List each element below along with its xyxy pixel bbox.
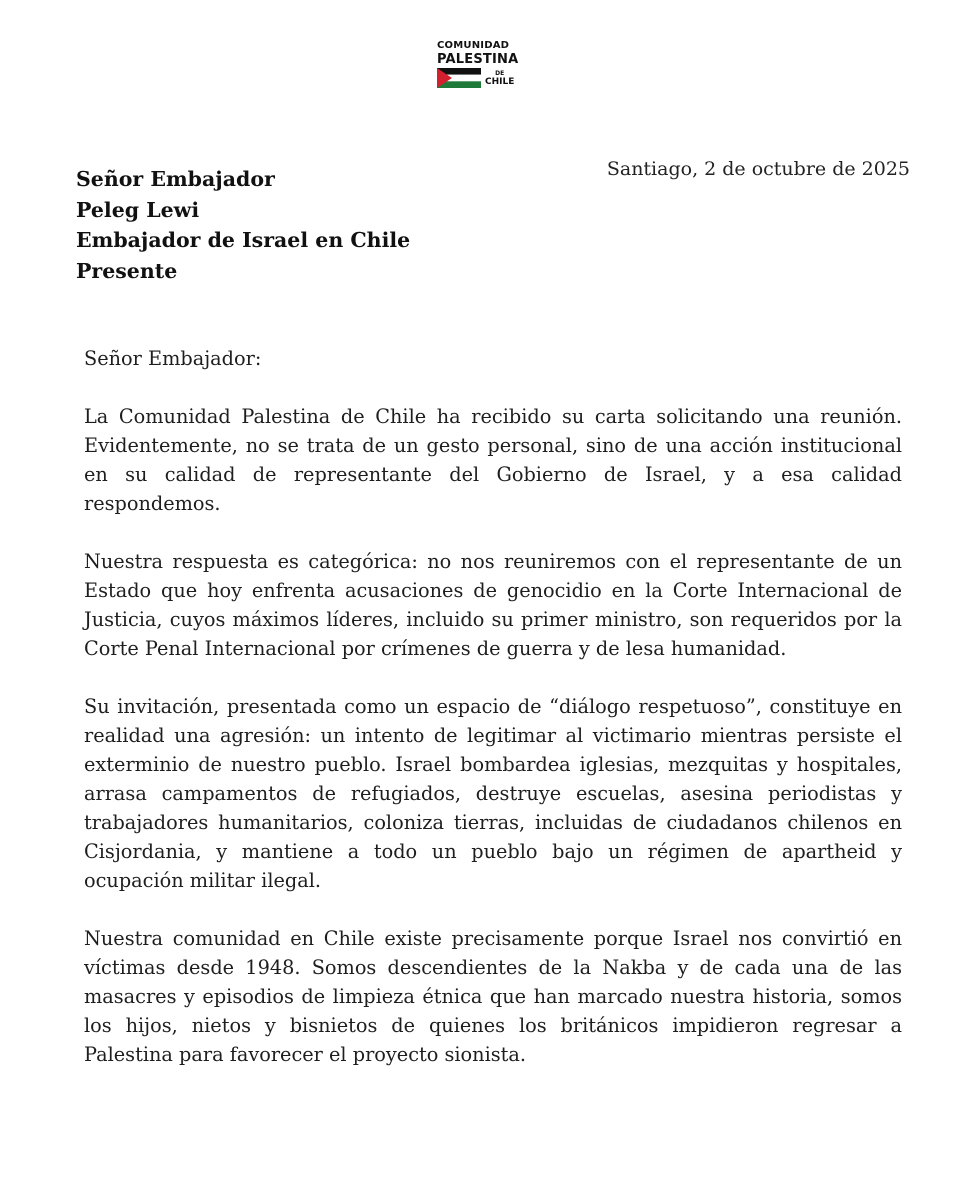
logo-text-comunidad: COMUNIDAD: [437, 40, 510, 51]
paragraph-4: Nuestra comunidad en Chile existe precisamente porque Israel nos convirtió en víctimas desde 1948. Somos descendientes de la Nakba y de cada una de las masacres y episodios de limpieza étnica que han marcado nuestra historia, somos los hijos, nietos y bisnietos de quienes los británicos impidieron regresar a Palestina para favorecer el proyecto sionista.: [84, 927, 902, 1066]
logo-text-de: DE: [495, 70, 505, 77]
recipient-presente: Presente: [76, 258, 178, 283]
recipient-salutation-title: Señor Embajador: [76, 167, 275, 191]
recipient-position: Embajador de Israel en Chile: [76, 228, 411, 252]
paragraph-2: Nuestra respuesta es categórica: no nos reuniremos con el representante de un Estado que hoy enfrenta acusaciones de genocidio en la Corte Internacional de Justicia, cuyos máximos líderes, incluido su primer ministro, son requeridos por la Corte Penal Internacional por crímenes de guerra y de lesa humanidad.: [84, 550, 902, 660]
recipient-name: Peleg Lewi: [76, 197, 200, 222]
letter-date: Santiago, 2 de octubre de 2025: [606, 158, 910, 180]
palestine-flag-icon: [437, 68, 481, 88]
organization-logo: [437, 40, 527, 88]
letter-body: [84, 344, 902, 1098]
paragraph-3: Su invitación, presentada como un espacio de “diálogo respetuoso”, constituye en realidad una agresión: un intento de legitimar al victimario mientras persiste el exterminio de nuestro pueblo. Israel bombardea iglesias, mezquitas y hospitales, arrasa campamentos de refugiados, destruye escuelas, asesina periodistas y trabajadores humanitarios, coloniza tierras, incluidas de ciudadanos chilenos en Cisjordania, y mantiene a todo un pueblo bajo un régimen de apartheid y ocupación militar ilegal.: [84, 695, 902, 892]
logo-text-chile: CHILE: [485, 77, 515, 87]
letter-salutation: Señor Embajador:: [84, 347, 262, 370]
recipient-block: [76, 164, 576, 286]
logo-bottom-row: [437, 68, 527, 88]
logo-text-palestina: PALESTINA: [437, 52, 519, 67]
logo-de-chile: [485, 69, 514, 87]
paragraph-1: La Comunidad Palestina de Chile ha recibido su carta solicitando una reunión. Evidentemente, no se trata de un gesto personal, sino de una acción institucional en su calidad de representante del Gobierno de Israel, y a esa calidad respondemos.: [84, 405, 902, 515]
